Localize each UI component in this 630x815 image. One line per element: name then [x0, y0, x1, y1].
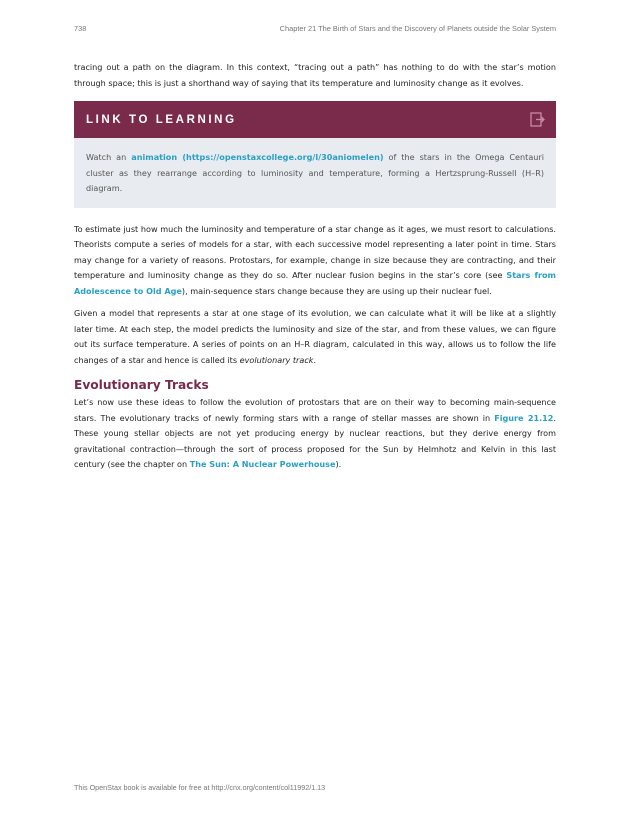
chapter-title: Chapter 21 The Birth of Stars and the Discovery of Planets outside the Solar System	[279, 24, 556, 33]
page-content	[74, 60, 556, 480]
external-link-icon	[530, 112, 545, 127]
animation-link[interactable]: animation (https://openstaxcollege.org/l/30aniomelen)	[131, 152, 384, 162]
paragraph-models-text: To estimate just how much the luminosity and temperature of a star change as it ages, we must resort to calculations. Theorists compute a series of models for a star, with each successive model representing a later point in time. Stars may change for a variety of reasons. Protostars, for example, change in size because they are contracting, and their temperature and luminosity change as they do so. After nuclear fusion begins in the star’s core (see	[74, 223, 556, 280]
page-number: 738	[74, 24, 87, 33]
link-box-text-after: of the stars in the Omega Centauri cluster as they rearrange according to luminosity and temperature, forming a Hertzsprung-Russell (H–R) diagram.	[86, 152, 544, 193]
link-to-learning-box	[74, 101, 556, 208]
paragraph-tracks-tail: ).	[335, 459, 342, 469]
paragraph-models	[74, 222, 556, 300]
page-footer: This OpenStax book is available for free at http://cnx.org/content/col11992/1.13	[74, 783, 326, 792]
link-box-header	[74, 101, 556, 138]
paragraph-evolution	[74, 306, 556, 368]
paragraph-evolution-tail: .	[313, 354, 317, 365]
link-box-title: LINK TO LEARNING	[86, 113, 237, 126]
stars-adolescence-link[interactable]: Stars from Adolescence to Old Age	[74, 270, 556, 296]
section-heading: Evolutionary Tracks	[74, 378, 209, 392]
link-box-text-before: Watch an	[86, 152, 132, 162]
paragraph-tracks	[74, 395, 556, 473]
intro-paragraph: tracing out a path on the diagram. In this context, “tracing out a path” has nothing to do with the star’s motion through space; this is just a shorthand way of saying that its temperature and luminosity change as it evolves.	[74, 62, 556, 88]
paragraph-models-tail: ), main-sequence stars change because they are using up their nuclear fuel.	[181, 285, 492, 296]
sun-chapter-link[interactable]: The Sun: A Nuclear Powerhouse	[189, 459, 336, 469]
paragraph-evolution-text: Given a model that represents a star at one stage of its evolution, we can calculate what it will be like at a slightly later time. At each step, the model predicts the luminosity and size of the star, and from these values, we can figure out its surface temperature. A series of points on an H–R diagram, calculated in this way, allows us to follow the life changes of a star and hence is called its	[74, 308, 556, 365]
evolutionary-track-term: evolutionary track	[239, 354, 314, 365]
running-header	[74, 24, 556, 33]
paragraph-tracks-middle: . These young stellar objects are not yet producing energy by nuclear reactions, but they derive energy from gravitational contraction—through the sort of process proposed for the Sun by Helmhotz and Kelvin in this last century (see the chapter on	[74, 412, 556, 469]
figure-link[interactable]: Figure 21.12	[494, 412, 554, 423]
paragraph-tracks-text: Let’s now use these ideas to follow the evolution of protostars that are on their way to becoming main-sequence stars. The evolutionary tracks of newly forming stars with a range of stellar masses are shown in	[74, 397, 556, 423]
link-box-text	[86, 150, 544, 197]
link-box-body	[74, 138, 556, 208]
